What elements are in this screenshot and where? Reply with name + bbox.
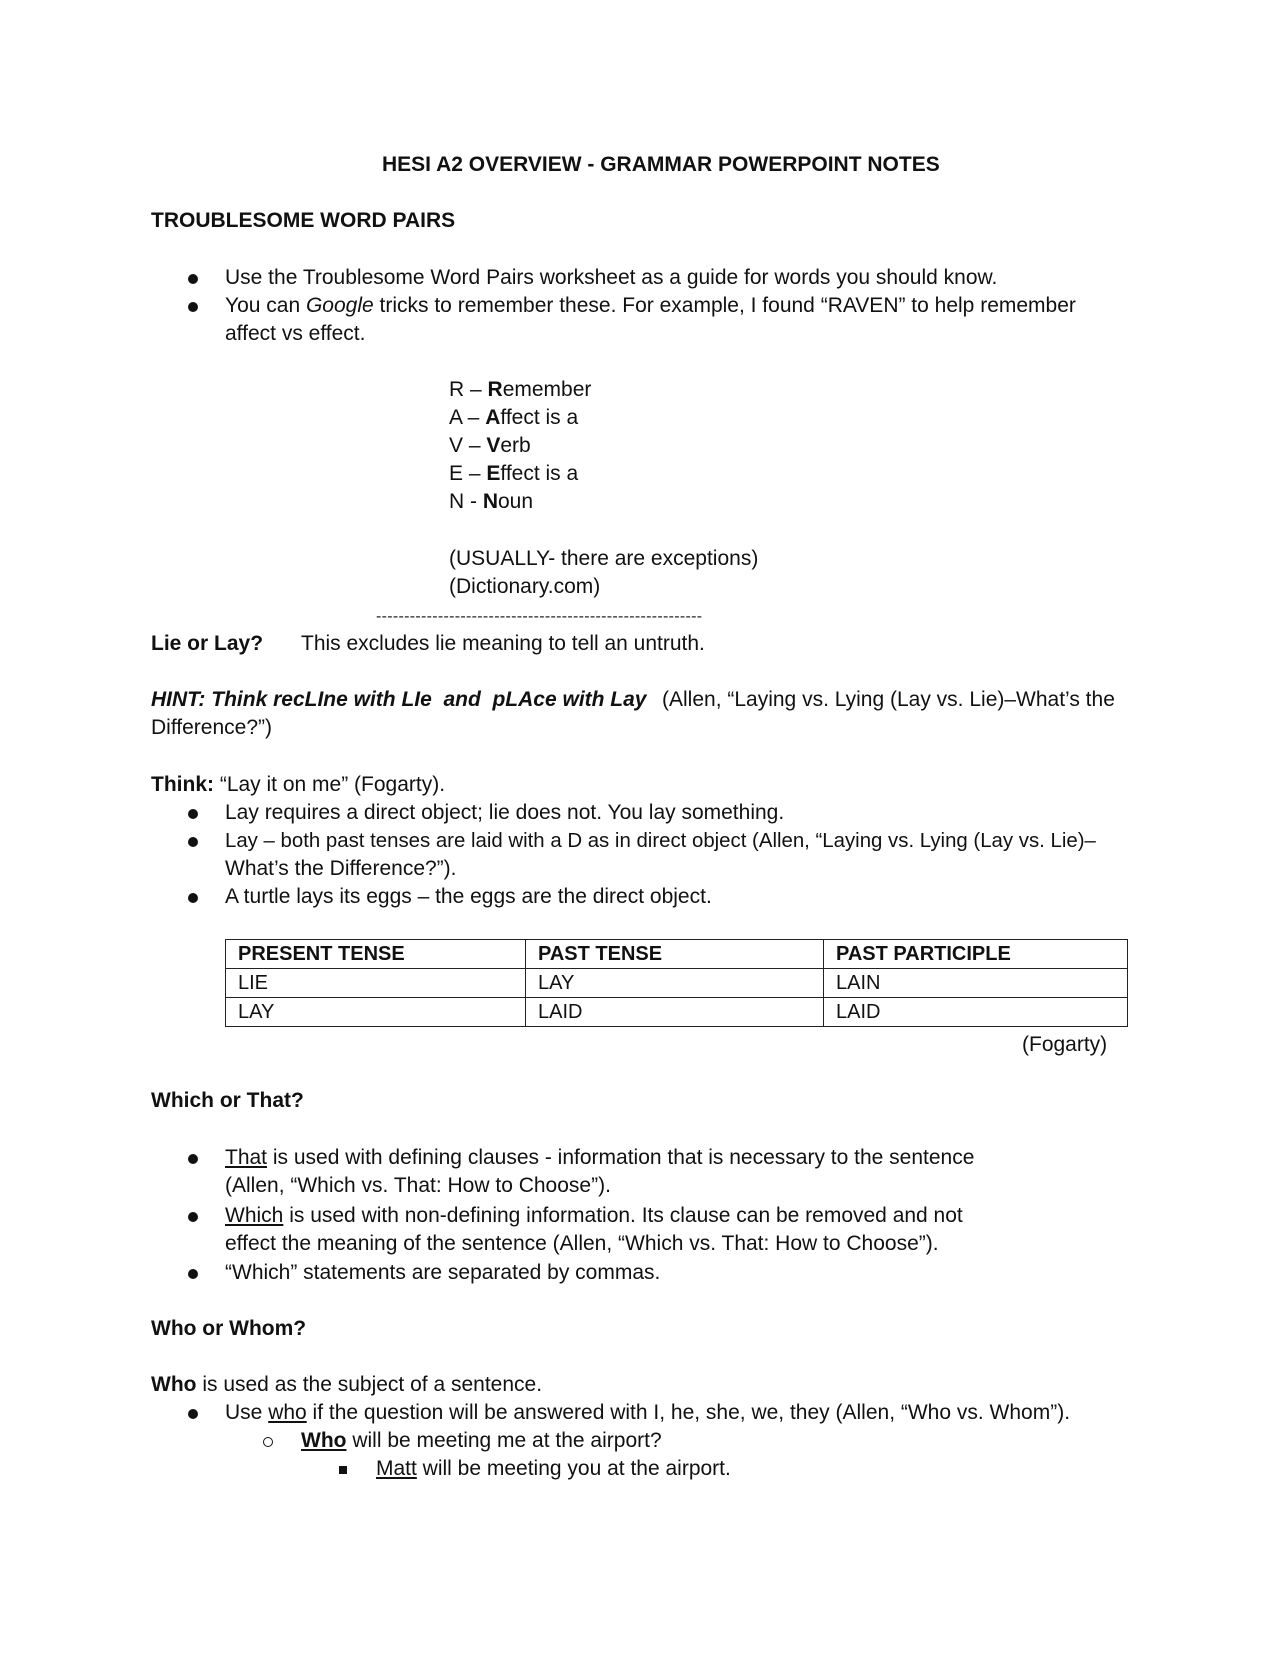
section-heading-who-whom: Who or Whom? bbox=[151, 1317, 307, 1340]
raven-line-e: E – Effect is a bbox=[449, 462, 579, 485]
lie-lay-bullet-3: A turtle lays its eggs – the eggs are the direct object. bbox=[225, 885, 712, 908]
table-cell: LAID bbox=[526, 998, 824, 1027]
table-cell: LIE bbox=[226, 969, 526, 998]
raven-line-n: N - Noun bbox=[449, 490, 534, 513]
word-pairs-bullet-1: Use the Troublesome Word Pairs worksheet as a guide for words you should know. bbox=[225, 266, 998, 289]
section-heading-which-that: Which or That? bbox=[151, 1089, 304, 1112]
section-divider: ---------------------------------------------------------- bbox=[376, 608, 703, 625]
lie-lay-label: Lie or Lay? bbox=[151, 632, 264, 655]
think-line: Think: “Lay it on me” (Fogarty). bbox=[151, 773, 446, 796]
lie-lay-description: This excludes lie meaning to tell an untruth. bbox=[301, 632, 705, 655]
raven-note-usually: (USUALLY- there are exceptions) bbox=[449, 547, 759, 570]
who-example-question: Who will be meeting me at the airport? bbox=[301, 1429, 662, 1452]
table-citation: (Fogarty) bbox=[1022, 1033, 1108, 1056]
bullet-icon bbox=[188, 1212, 198, 1222]
who-example-answer: Matt will be meeting you at the airport. bbox=[376, 1457, 731, 1480]
section-heading-word-pairs: TROUBLESOME WORD PAIRS bbox=[151, 209, 456, 232]
bullet-icon bbox=[188, 893, 198, 903]
which-that-bullet-2: Which is used with non-defining information. Its clause can be removed and not bbox=[225, 1204, 963, 1227]
lie-lay-hint: HINT: Think recLIne with LIe and pLAce with Lay bbox=[151, 688, 647, 711]
table-cell: LAY bbox=[526, 969, 824, 998]
word-pairs-bullet-2-cont: affect vs effect. bbox=[225, 322, 366, 345]
who-bullet-1: Use who if the question will be answered with I, he, she, we, they (Allen, “Who vs. Whom”). bbox=[225, 1401, 1071, 1424]
tense-table bbox=[225, 939, 1128, 1027]
square-bullet-icon bbox=[339, 1466, 347, 1474]
word-pairs-bullet-2: You can Google tricks to remember these. For example, I found “RAVEN” to help remember bbox=[225, 294, 1076, 317]
which-that-bullet-1-cont: (Allen, “Which vs. That: How to Choose”). bbox=[225, 1174, 611, 1197]
which-that-bullet-2-cont: effect the meaning of the sentence (Allen, “Which vs. That: How to Choose”). bbox=[225, 1232, 939, 1255]
table-cell: LAIN bbox=[824, 969, 1128, 998]
which-that-bullet-1: That is used with defining clauses - information that is necessary to the sentence bbox=[225, 1146, 975, 1169]
table-header-cell: PAST TENSE bbox=[526, 940, 824, 969]
bullet-icon bbox=[188, 302, 198, 312]
lie-lay-bullet-2: Lay – both past tenses are laid with a D as in direct object (Allen, “Laying vs. Lying (Lay vs. Lie)– bbox=[225, 830, 1096, 852]
bullet-icon bbox=[188, 274, 198, 284]
circle-bullet-icon bbox=[263, 1437, 273, 1447]
table-row bbox=[226, 998, 1128, 1027]
table-row bbox=[226, 969, 1128, 998]
page-title: HESI A2 OVERVIEW - GRAMMAR POWERPOINT NOTES bbox=[382, 153, 940, 176]
lie-lay-hint-citation: (Allen, “Laying vs. Lying (Lay vs. Lie)–What’s the bbox=[662, 688, 1115, 711]
raven-line-a: A – Affect is a bbox=[449, 406, 579, 429]
table-header-cell: PRESENT TENSE bbox=[226, 940, 526, 969]
raven-line-v: V – Verb bbox=[449, 434, 531, 457]
lie-lay-bullet-1: Lay requires a direct object; lie does not. You lay something. bbox=[225, 801, 785, 824]
lie-lay-bullet-2-cont: What’s the Difference?”). bbox=[225, 857, 457, 880]
table-header-cell: PAST PARTICIPLE bbox=[824, 940, 1128, 969]
lie-lay-hint-citation-cont: Difference?”) bbox=[151, 716, 272, 739]
bullet-icon bbox=[188, 837, 198, 847]
table-header-row bbox=[226, 940, 1128, 969]
raven-line-r: R – Remember bbox=[449, 378, 592, 401]
bullet-icon bbox=[188, 1269, 198, 1279]
bullet-icon bbox=[188, 809, 198, 819]
who-intro: Who is used as the subject of a sentence. bbox=[151, 1373, 543, 1396]
table-cell: LAY bbox=[226, 998, 526, 1027]
bullet-icon bbox=[188, 1154, 198, 1164]
table-cell: LAID bbox=[824, 998, 1128, 1027]
raven-note-source: (Dictionary.com) bbox=[449, 575, 601, 598]
which-that-bullet-3: “Which” statements are separated by commas. bbox=[225, 1261, 661, 1284]
bullet-icon bbox=[188, 1409, 198, 1419]
